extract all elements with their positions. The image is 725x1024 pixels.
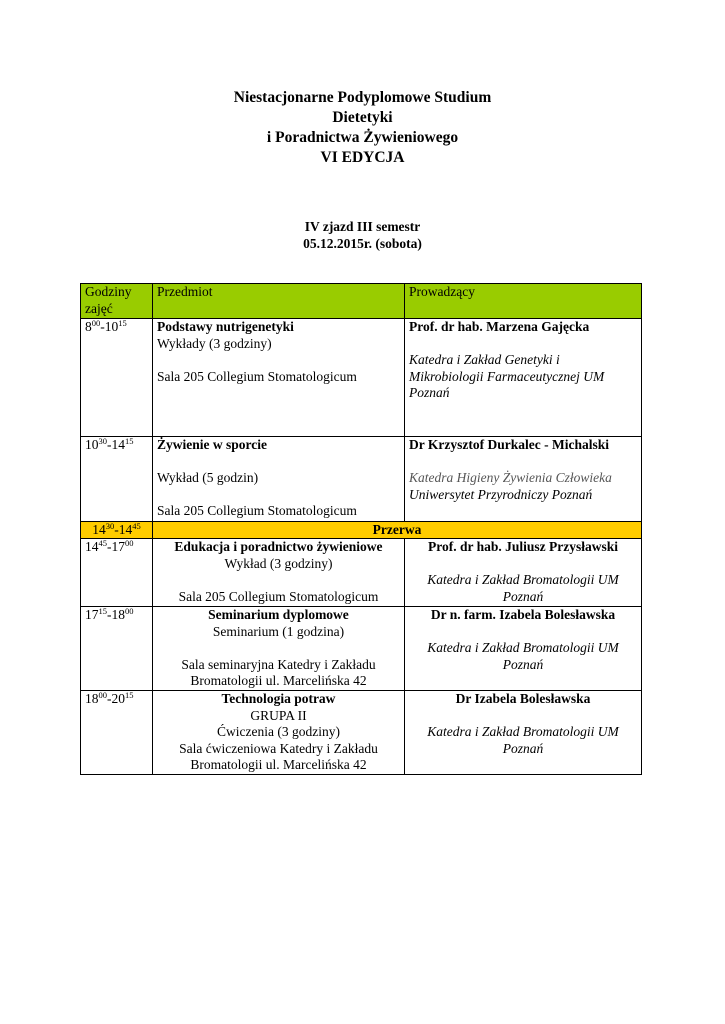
- lecturer-name: Dr Izabela Bolesławska: [455, 691, 591, 706]
- subject-cell: [153, 437, 405, 522]
- subject-name: Seminarium dyplomowe: [208, 607, 349, 622]
- table-row: [81, 691, 642, 775]
- table-row: [81, 319, 642, 437]
- department: Katedra i Zakład Bromatologii UM: [427, 572, 619, 587]
- department: Poznań: [502, 740, 544, 756]
- department: Katedra i Zakład Bromatologii UM: [427, 724, 619, 739]
- department: Katedra i Zakład Genetyki i: [409, 352, 560, 367]
- time-cell: $17^{15}-18^{00}$: [81, 607, 153, 691]
- title-line-3: i Poradnictwa Żywieniowego: [266, 129, 459, 146]
- subject-cell: [153, 539, 405, 607]
- lecturer-cell: [405, 437, 642, 522]
- time-cell: $8^{00}-10^{15}$: [81, 319, 153, 437]
- lecturer-name: Prof. dr hab. Marzena Gajęcka: [409, 319, 590, 334]
- lecturer-cell: [405, 539, 642, 607]
- title-line-2: Dietetyki: [332, 109, 393, 126]
- session-semester: IV zjazd III semestr: [304, 219, 421, 234]
- department: Katedra Higieny Żywienia Człowieka: [409, 470, 612, 485]
- column-header-hours: Godziny zajęć: [81, 284, 153, 319]
- column-header-subject: Przedmiot: [153, 284, 405, 319]
- title-line-1: Niestacjonarne Podyplomowe Studium: [233, 89, 492, 106]
- lecturer-name: Dr n. farm. Izabela Bolesławska: [430, 607, 616, 622]
- lecturer-name: Prof. dr hab. Juliusz Przysławski: [427, 539, 619, 554]
- lecturer-cell: [405, 691, 642, 775]
- table-header-row: [81, 284, 642, 319]
- lecturer-cell: [405, 607, 642, 691]
- title-line-4: VI EDYCJA: [320, 149, 405, 166]
- session-date: 05.12.2015r. (sobota): [303, 236, 422, 251]
- lecturer-name: Dr Krzysztof Durkalec - Michalski: [409, 437, 609, 452]
- room: Sala ćwiczeniowa Katedry i Zakładu: [179, 740, 378, 756]
- subject-name: Żywienie w sporcie: [157, 437, 267, 452]
- subject-name: Podstawy nutrigenetyki: [157, 319, 294, 334]
- time-cell: $14^{30}-14^{45}$: [81, 522, 153, 539]
- class-form: Wykłady (3 godziny): [157, 335, 272, 351]
- schedule-table: [80, 283, 642, 775]
- break-row: [81, 522, 642, 539]
- room: Bromatologii ul. Marcelińska 42: [190, 673, 367, 688]
- class-form: Wykład (5 godzin): [157, 470, 259, 485]
- group: GRUPA II: [250, 707, 307, 723]
- session-info: [0, 218, 725, 252]
- column-header-lecturer: Prowadzący: [405, 284, 642, 319]
- department: Poznań: [502, 588, 544, 604]
- subject-cell: [153, 607, 405, 691]
- class-form: Seminarium (1 godzina): [212, 623, 345, 639]
- room: Bromatologii ul. Marcelińska 42: [190, 757, 367, 772]
- room: Sala seminaryjna Katedry i Zakładu: [181, 656, 376, 672]
- document-title: [0, 88, 725, 168]
- department: Uniwersytet Przyrodniczy Poznań: [409, 486, 593, 502]
- time-cell: $10^{30}-14^{15}$: [81, 437, 153, 522]
- subject-name: Edukacja i poradnictwo żywieniowe: [174, 539, 383, 554]
- room: Sala 205 Collegium Stomatologicum: [157, 503, 357, 518]
- subject-cell: [153, 691, 405, 775]
- time-cell: $18^{00}-20^{15}$: [81, 691, 153, 775]
- break-label: Przerwa: [153, 522, 642, 539]
- lecturer-cell: [405, 319, 642, 437]
- class-form: Wykład (3 godziny): [224, 555, 333, 571]
- room: Sala 205 Collegium Stomatologicum: [157, 368, 357, 384]
- department: Poznań: [409, 385, 450, 400]
- subject-cell: [153, 319, 405, 437]
- table-row: [81, 437, 642, 522]
- department: Katedra i Zakład Bromatologii UM: [427, 640, 619, 655]
- table-row: [81, 607, 642, 691]
- subject-name: Technologia potraw: [221, 691, 336, 706]
- room: Sala 205 Collegium Stomatologicum: [178, 588, 379, 604]
- department: Mikrobiologii Farmaceutycznej UM: [409, 368, 605, 384]
- department: Poznań: [502, 656, 544, 672]
- class-form: Ćwiczenia (3 godziny): [217, 724, 340, 739]
- table-row: [81, 539, 642, 607]
- time-cell: $14^{45}-17^{00}$: [81, 539, 153, 607]
